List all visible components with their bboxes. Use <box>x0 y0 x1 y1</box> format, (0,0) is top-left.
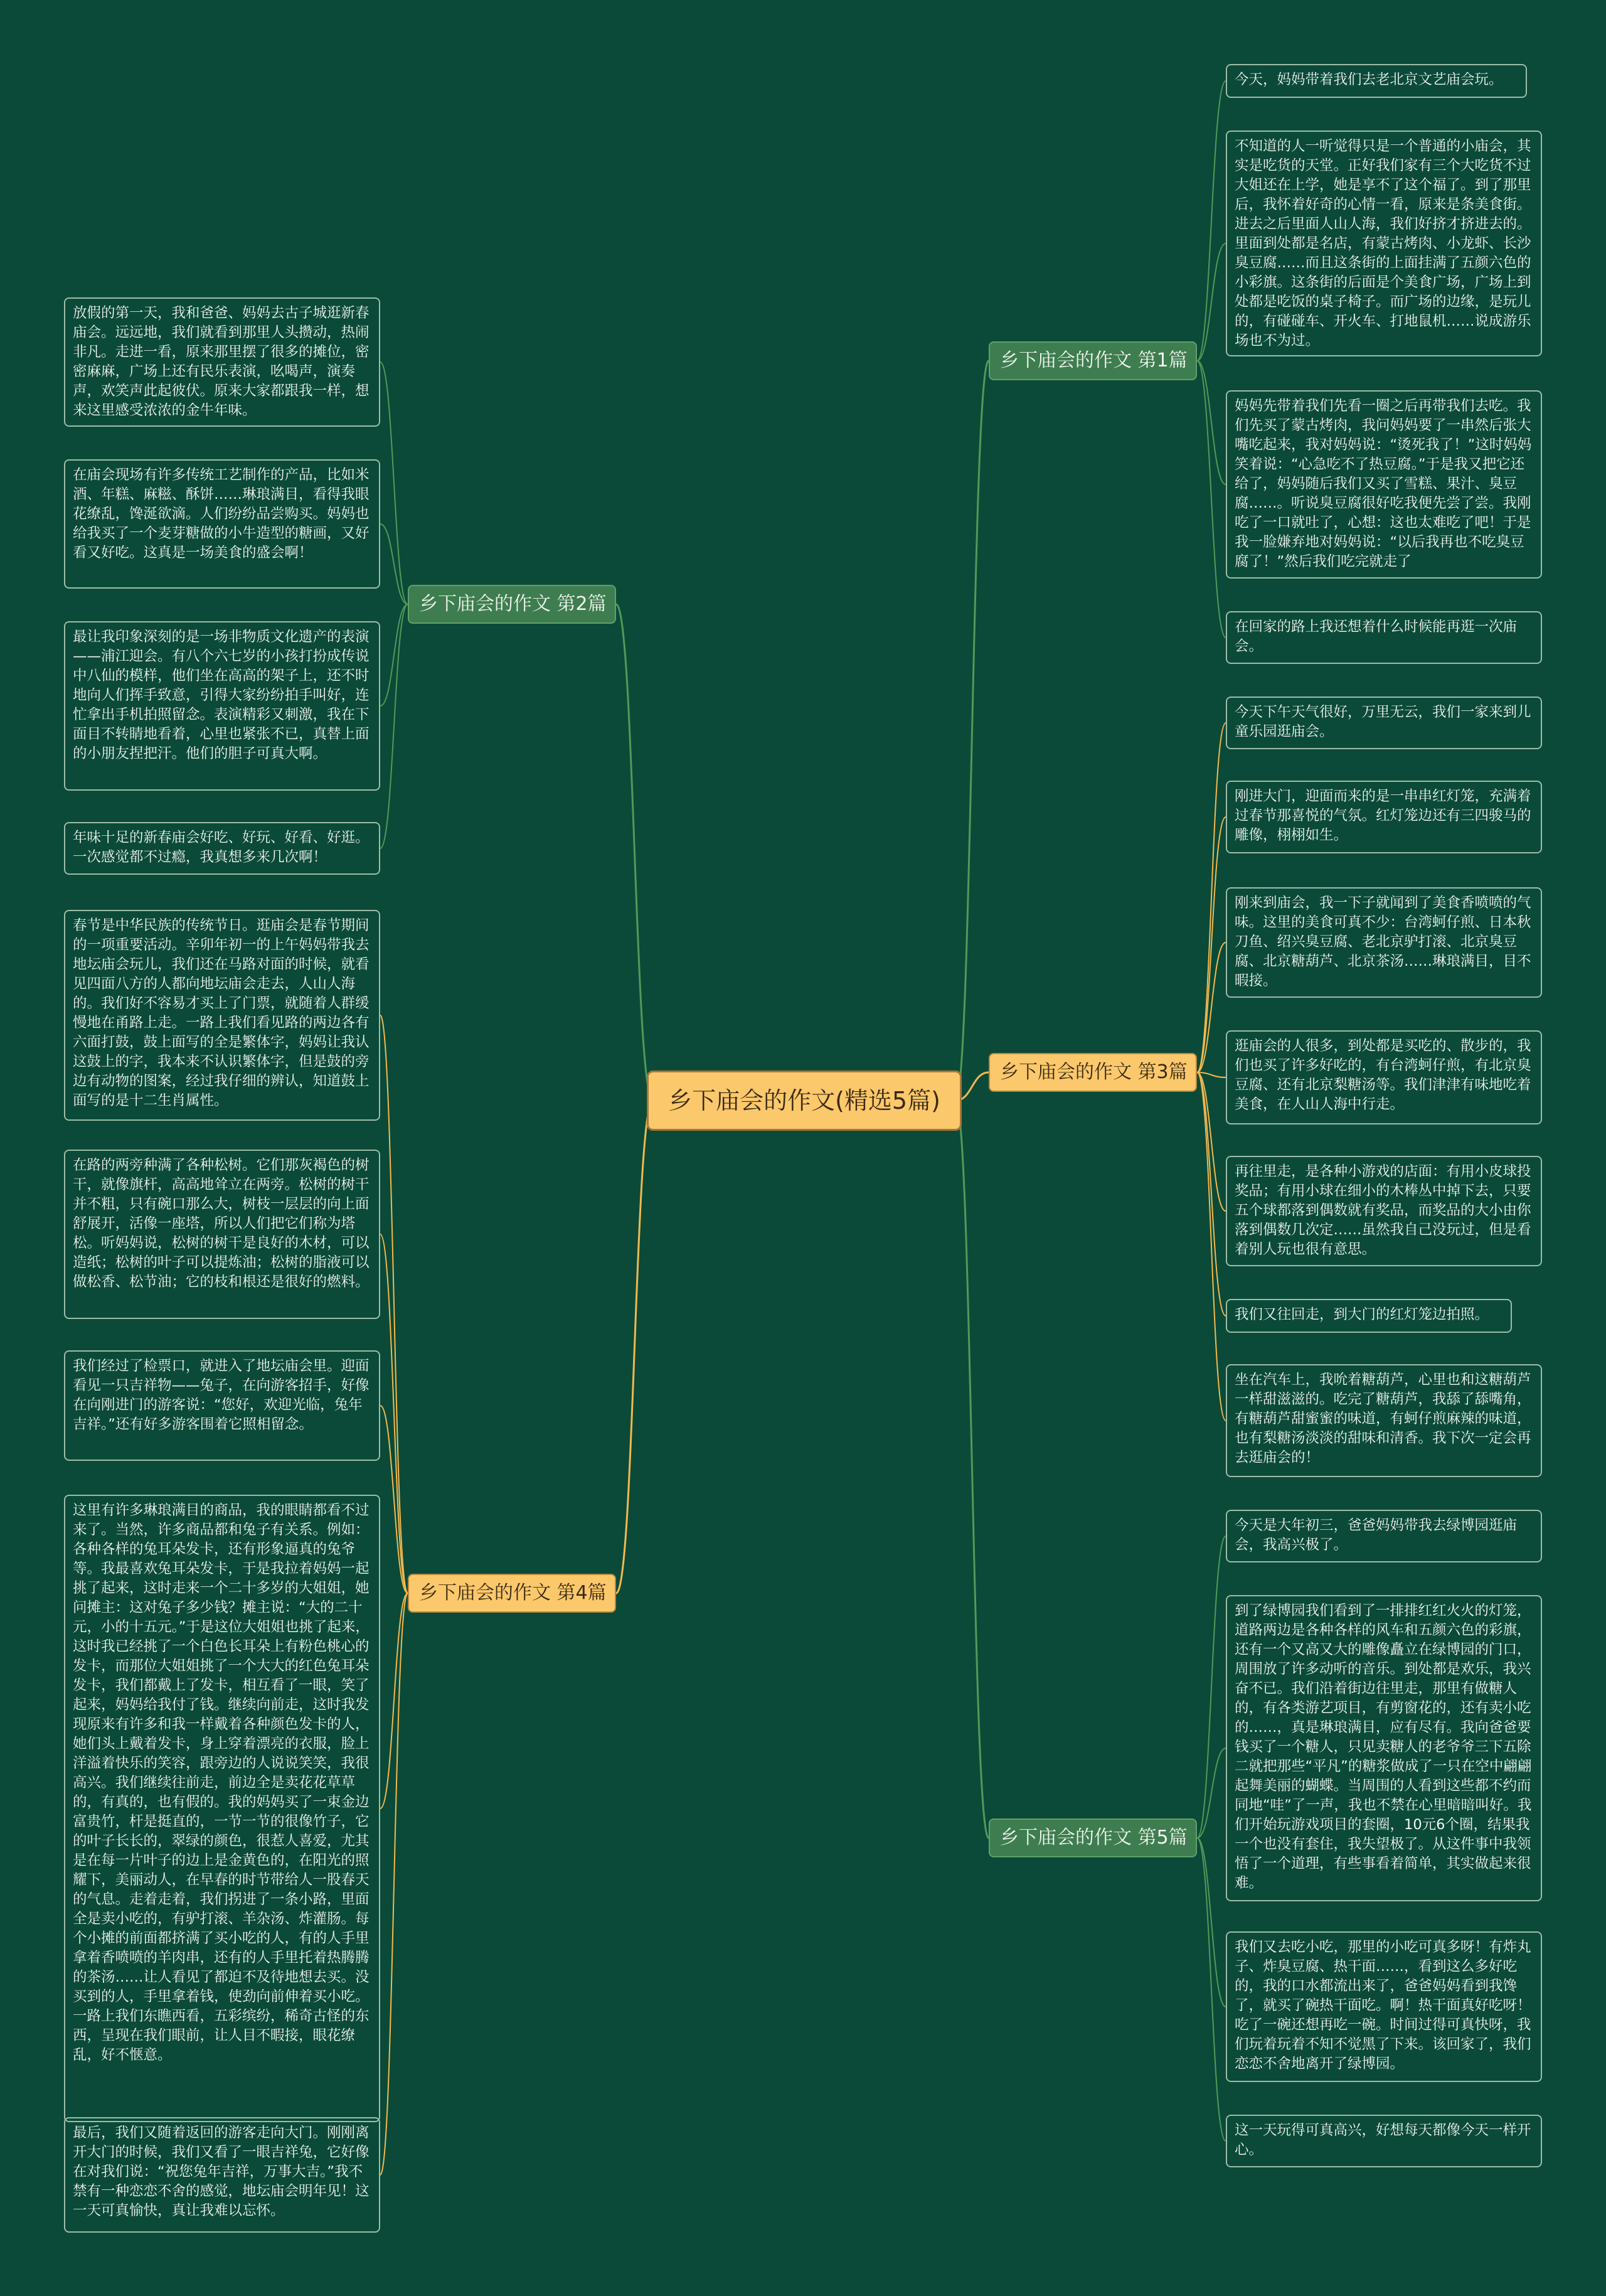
branch-link-2 <box>616 604 653 1101</box>
leaf-link-b2-2 <box>380 524 408 604</box>
leaf-link-b1-3 <box>1197 361 1226 484</box>
root-node[interactable]: 乡下庙会的作文(精选5篇) <box>647 1071 962 1131</box>
leaf-link-b3-7 <box>1197 1072 1226 1421</box>
leaf-b2-3[interactable]: 最让我印象深刻的是一场非物质文化遗产的表演——浦江迎会。有八个六七岁的小孩打扮成传说中八仙的模样，他们坐在高高的架子上，还不时地向人们挥手致意，引得大家纷纷拍手叫好，连忙拿出手机拍照留念。表演精彩又刺激，我在下面目不转睛地看着，心里也紧张不已，真替上面的小朋友捏把汗。他们的胆子可真大啊。 <box>64 621 380 791</box>
leaf-b5-2[interactable]: 到了绿博园我们看到了一排排红红火火的灯笼，道路两边是各种各样的风车和五颜六色的彩旗，还有一个又高又大的雕像矗立在绿博园的门口，周围放了许多动听的音乐。到处都是欢乐，我兴奋不已。我们沿着街边往里走，那里有做糖人的，有各类游艺项目，有剪窗花的，还有卖小吃的……，真是琳琅满目，应有尽有。我向爸爸要钱买了一个糖人，只见卖糖人的老爷爷三下五除二就把那些“平凡”的糖浆做成了一只在空中翩翩起舞美丽的蝴蝶。当周围的人看到这些都不约而同地“哇”了一声，我也不禁在心里暗暗叫好。我们开始玩游戏项目的套圈，10元6个圈，结果我一个也没有套住，我失望极了。从这件事中我领悟了一个道理，有些事看着简单，其实做起来很难。 <box>1226 1595 1542 1901</box>
leaf-link-b2-3 <box>380 604 408 706</box>
leaf-b2-2[interactable]: 在庙会现场有许多传统工艺制作的产品，比如米酒、年糕、麻糍、酥饼……琳琅满目，看得我眼花缭乱，馋涎欲滴。人们纷纷品尝购买。妈妈也给我买了一个麦芽糖做的小牛造型的糖画，又好看又好吃。这真是一场美食的盛会啊！ <box>64 459 380 589</box>
leaf-link-b4-5 <box>380 1593 408 2175</box>
leaf-b1-2[interactable]: 不知道的人一听觉得只是一个普通的小庙会，其实是吃货的天堂。正好我们家有三个大吃货不过大姐还在上学，她是享不了这个福了。到了那里后，我怀着好奇的心情一看，原来是条美食街。进去之后里面人山人海，我们好挤才挤进去的。里面到处都是名店，有蒙古烤肉、小龙虾、长沙臭豆腐……而且这条街的上面挂满了五颜六色的小彩旗。这条街的后面是个美食广场，广场上到处都是吃饭的桌子椅子。而广场的边缘，是玩儿的，有碰碰车、开火车、打地鼠机……说成游乐场也不为过。 <box>1226 131 1542 356</box>
leaf-b1-4[interactable]: 在回家的路上我还想着什么时候能再逛一次庙会。 <box>1226 611 1542 664</box>
leaf-link-b3-6 <box>1197 1072 1226 1316</box>
branch-link-5 <box>955 1101 989 1838</box>
leaf-link-b2-4 <box>380 604 408 848</box>
leaf-link-b1-1 <box>1197 81 1226 361</box>
leaf-b4-5[interactable]: 最后，我们又随着返回的游客走向大门。刚刚离开大门的时候，我们又看了一眼吉祥兔，它好像在对我们说：“祝您兔年吉祥，万事大吉。”我不禁有一种恋恋不舍的感觉，地坛庙会明年见！这一天可真愉快，真让我难以忘怀。 <box>64 2117 380 2233</box>
leaf-b4-1[interactable]: 春节是中华民族的传统节日。逛庙会是春节期间的一项重要活动。辛卯年初一的上午妈妈带我去地坛庙会玩儿，我们还在马路对面的时候，就看见四面八方的人都向地坛庙会走去，人山人海的。我们好不容易才买上了门票，就随着人群缓慢地在甬路上走。一路上我们看见路的两边各有六面打鼓，鼓上面写的全是繁体字，妈妈让我认这鼓上的字，我本来不认识繁体字，但是鼓的旁边有动物的图案，经过我仔细的辨认，知道鼓上面写的是十二生肖属性。 <box>64 910 380 1121</box>
leaf-b5-4[interactable]: 这一天玩得可真高兴，好想每天都像今天一样开心。 <box>1226 2115 1542 2167</box>
leaf-b2-4[interactable]: 年味十足的新春庙会好吃、好玩、好看、好逛。一次感觉都不过瘾，我真想多来几次啊！ <box>64 822 380 875</box>
leaf-b5-1[interactable]: 今天是大年初三，爸爸妈妈带我去绿博园逛庙会，我高兴极了。 <box>1226 1510 1542 1562</box>
leaf-link-b5-4 <box>1197 1838 1226 2141</box>
leaf-b1-1[interactable]: 今天，妈妈带着我们去老北京文艺庙会玩。 <box>1226 64 1527 98</box>
leaf-b2-1[interactable]: 放假的第一天，我和爸爸、妈妈去古子城逛新春庙会。远远地，我们就看到那里人头攒动，热闹非凡。走进一看，原来那里摆了很多的摊位，密密麻麻，广场上还有民乐表演，吆喝声，演奏声，欢笑声此起彼伏。原来大家都跟我一样，想来这里感受浓浓的金牛年味。 <box>64 297 380 427</box>
leaf-b3-7[interactable]: 坐在汽车上，我吮着糖葫芦，心里也和这糖葫芦一样甜滋滋的。吃完了糖葫芦，我舔了舔嘴角，有糖葫芦甜蜜蜜的味道，有蚵仔煎麻辣的味道，也有梨糖汤淡淡的甜味和清香。我下次一定会再去逛庙会的！ <box>1226 1364 1542 1477</box>
branch-node-1[interactable]: 乡下庙会的作文 第1篇 <box>989 341 1197 380</box>
leaf-link-b4-3 <box>380 1406 408 1593</box>
leaf-b3-4[interactable]: 逛庙会的人很多，到处都是买吃的、散步的，我们也买了许多好吃的，有台湾蚵仔煎，有北京臭豆腐、还有北京梨糖汤等。我们津津有味地吃着美食，在人山人海中行走。 <box>1226 1030 1542 1124</box>
branch-link-1 <box>955 361 989 1101</box>
leaf-b1-3[interactable]: 妈妈先带着我们先看一圈之后再带我们去吃。我们先买了蒙古烤肉，我问妈妈要了一串然后张大嘴吃起来，我对妈妈说：“烫死我了！”这时妈妈笑着说：“心急吃不了热豆腐。”于是我又把它还给了，妈妈随后我们又买了雪糕、果汁、臭豆腐……。听说臭豆腐很好吃我便先尝了尝。我刚吃了一口就吐了，心想：这也太难吃了吧！于是我一脸嫌弃地对妈妈说：“以后我再也不吃臭豆腐了！”然后我们吃完就走了 <box>1226 390 1542 579</box>
leaf-link-b3-2 <box>1197 817 1226 1072</box>
leaf-b3-6[interactable]: 我们又往回走，到大门的红灯笼边拍照。 <box>1226 1299 1512 1333</box>
leaf-link-b1-2 <box>1197 243 1226 361</box>
leaf-b3-5[interactable]: 再往里走，是各种小游戏的店面：有用小皮球投奖品；有用小球在细小的木棒丛中掉下去，只要五个球都落到偶数就有奖品，而奖品的大小由你落到偶数几次定……虽然我自己没玩过，但是看着别人玩也很有意思。 <box>1226 1156 1542 1266</box>
leaf-link-b3-1 <box>1197 723 1226 1072</box>
branch-link-4 <box>616 1101 653 1593</box>
leaf-b5-3[interactable]: 我们又去吃小吃，那里的小吃可真多呀！有炸丸子、炸臭豆腐、热干面……，看到这么多好吃的，我的口水都流出来了，爸爸妈妈看到我馋了，就买了碗热干面吃。啊！热干面真好吃呀！吃了一碗还想再吃一碗。时间过得可真快呀，我们玩着玩着不知不觉黑了下来。该回家了，我们恋恋不舍地离开了绿博园。 <box>1226 1931 1542 2082</box>
branch-node-2[interactable]: 乡下庙会的作文 第2篇 <box>408 585 616 624</box>
branch-node-5[interactable]: 乡下庙会的作文 第5篇 <box>989 1818 1197 1857</box>
leaf-b3-1[interactable]: 今天下午天气很好，万里无云，我们一家来到儿童乐园逛庙会。 <box>1226 697 1542 749</box>
leaf-b4-4[interactable]: 这里有许多琳琅满目的商品，我的眼睛都看不过来了。当然，许多商品都和兔子有关系。例如：各种各样的兔耳朵发卡，还有形象逼真的兔爷等。我最喜欢兔耳朵发卡，于是我拉着妈妈一起挑了起来，这时走来一个二十多岁的大姐姐，她问摊主：这对兔子多少钱？摊主说：“大的二十元，小的十五元。”于是这位大姐姐也挑了起来，这时我已经挑了一个白色长耳朵上有粉色桃心的发卡，而那位大姐姐挑了一个大大的红色兔耳朵发卡，我们都戴上了发卡，相互看了一眼，笑了起来，妈妈给我付了钱。继续向前走，这时我发现原来有许多和我一样戴着各种颜色发卡的人，她们头上戴着发卡，身上穿着漂亮的衣服，脸上洋溢着快乐的笑容，跟旁边的人说说笑笑，我很高兴。我们继续往前走，前边全是卖花花草草的，有真的，也有假的。我的妈妈买了一束金边富贵竹，杆是挺直的，一节一节的很像竹子，它的叶子长长的，翠绿的颜色，很惹人喜爱，尤其是在每一片叶子的边上是金黄色的，在阳光的照耀下，美丽动人，在早春的时节带给人一股春天的气息。走着走着，我们拐进了一条小路，里面全是卖小吃的，有驴打滚、羊杂汤、炸灌肠。每个小摊的前面都挤满了买小吃的人，有的人手里拿着香喷喷的羊肉串，还有的人手里托着热腾腾的茶汤……让人看见了都迫不及待地想去买。没买到的人，手里拿着钱，使劲向前伸着买小吃。一路上我们东瞧西看，五彩缤纷，稀奇古怪的东西，呈现在我们眼前，让人目不暇接，眼花缭乱，好不惬意。 <box>64 1495 380 2122</box>
leaf-link-b2-1 <box>380 362 408 604</box>
branch-node-3[interactable]: 乡下庙会的作文 第3篇 <box>989 1053 1197 1092</box>
leaf-link-b1-4 <box>1197 361 1226 638</box>
leaf-b4-3[interactable]: 我们经过了检票口，就进入了地坛庙会里。迎面看见一只吉祥物——兔子，在向游客招手，好像在向刚进门的游客说：“您好，欢迎光临，兔年吉祥。”还有好多游客围着它照相留念。 <box>64 1350 380 1461</box>
leaf-b3-3[interactable]: 刚来到庙会，我一下子就闻到了美食香喷喷的气味。这里的美食可真不少：台湾蚵仔煎、日本秋刀鱼、绍兴臭豆腐、老北京驴打滚、北京臭豆腐、北京糖葫芦、北京茶汤……琳琅满目，目不暇接。 <box>1226 887 1542 998</box>
leaf-b4-2[interactable]: 在路的两旁种满了各种松树。它们那灰褐色的树干，就像旗杆，高高地耸立在两旁。松树的树干并不粗，只有碗口那么大，树枝一层层的向上面舒展开，活像一座塔，所以人们把它们称为塔松。听妈妈说，松树的树干是良好的木材，可以造纸；松树的叶子可以提炼油；松树的脂液可以做松香、松节油；它的枝和根还是很好的燃料。 <box>64 1150 380 1319</box>
leaf-link-b4-4 <box>380 1593 408 1808</box>
leaf-b3-2[interactable]: 刚进大门，迎面而来的是一串串红灯笼，充满着过春节那喜悦的气氛。红灯笼边还有三四骏马的雕像，栩栩如生。 <box>1226 781 1542 853</box>
branch-node-4[interactable]: 乡下庙会的作文 第4篇 <box>408 1574 616 1613</box>
leaf-link-b3-3 <box>1197 942 1226 1072</box>
